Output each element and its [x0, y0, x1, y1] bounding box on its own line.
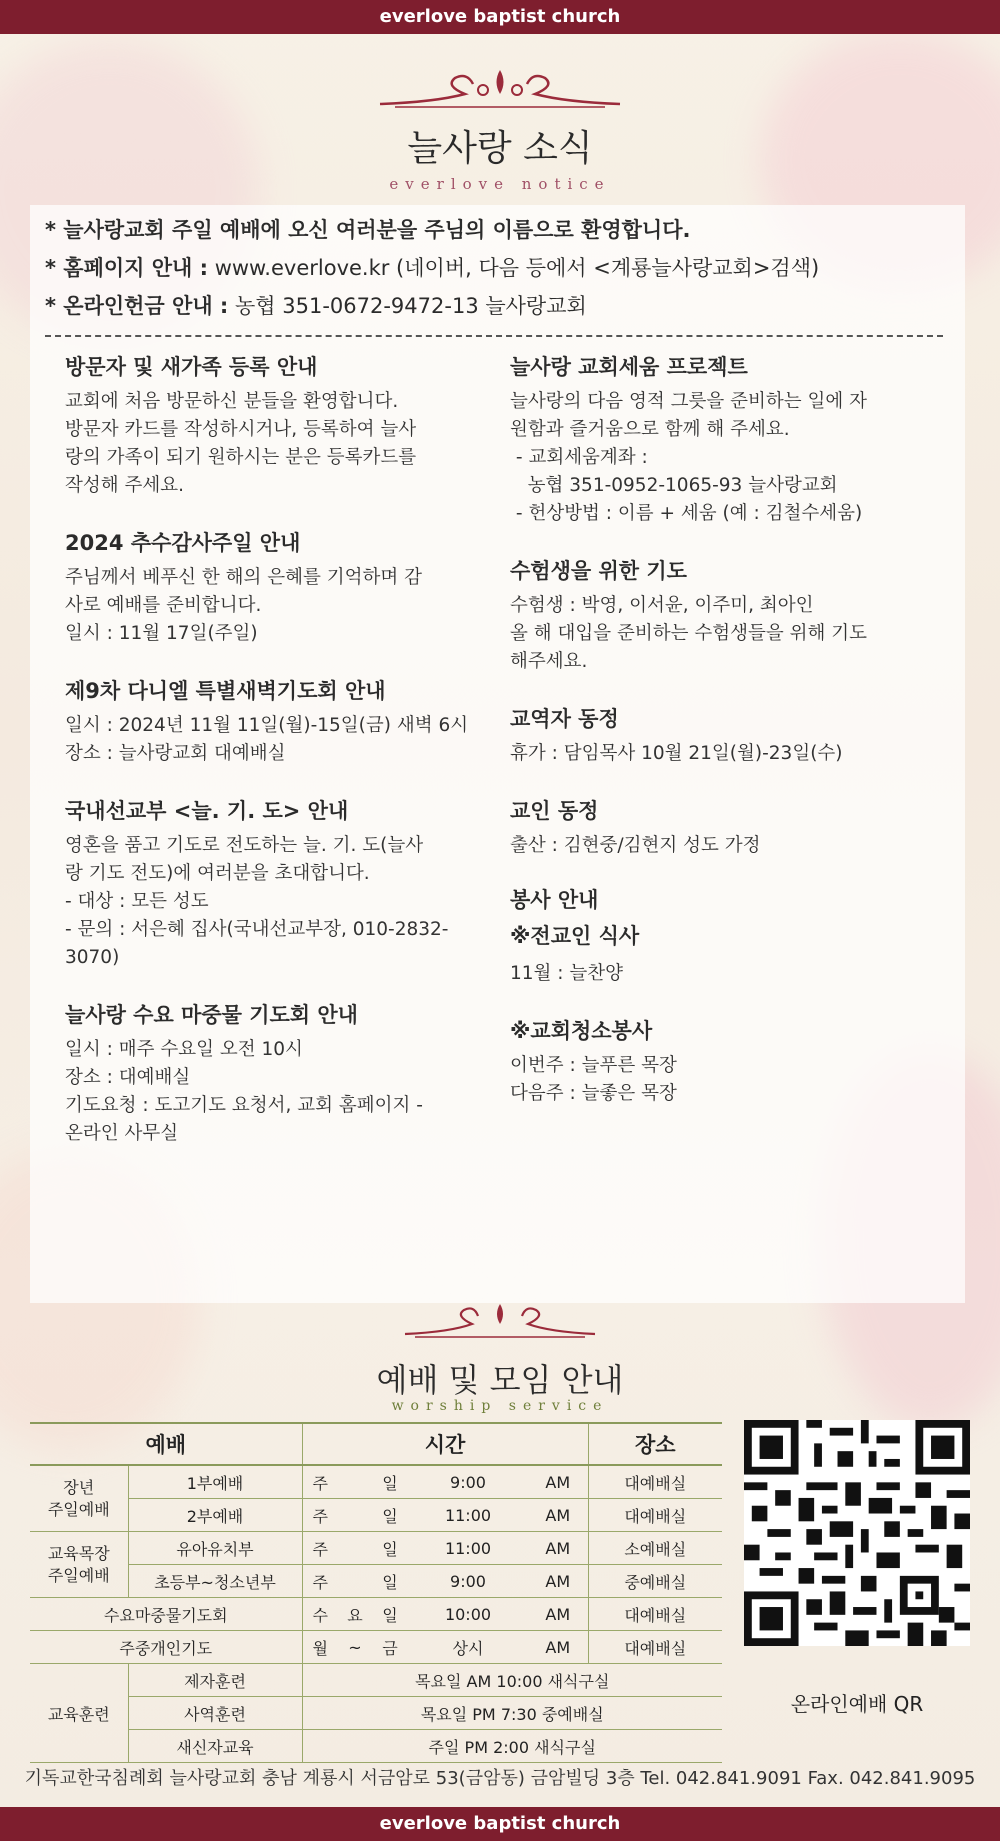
worship-title: 예배 및 모임 안내 [376, 1361, 624, 1399]
day-cell [338, 1532, 372, 1565]
table-row [30, 1730, 722, 1763]
training-info: 목요일 AM 10:00 새식구실 [302, 1664, 722, 1697]
table-row [30, 1697, 722, 1730]
notice-subtitle: everlove notice [389, 175, 611, 193]
header-place: 장소 [588, 1423, 722, 1465]
ampm-cell: AM [528, 1598, 588, 1631]
time-cell: 9:00 [408, 1565, 528, 1598]
day-cell: 주 [302, 1532, 338, 1565]
notice-section: 방문자 및 새가족 등록 안내 교회에 처음 방문하신 분들을 환영합니다. 방문자 카드를 작성하시거나, 등록하여 늘사 랑의 가족이 되기 원하시는 분은 등록카드를 작성해 주세요. [65, 355, 417, 496]
day-cell [338, 1465, 372, 1499]
footer-address: 기독교한국침례회 늘사랑교회 충남 계룡시 서금암로 53(금암동) 금암빌딩 3층 Tel. 042.841.9091 Fax. 042.841.9095 [24, 1768, 976, 1789]
service-name: 주중개인기도 [30, 1631, 302, 1664]
training-name: 새신자교육 [128, 1730, 302, 1763]
scroll-ornament-icon [400, 1300, 600, 1340]
day-cell [338, 1499, 372, 1532]
day-cell [338, 1565, 372, 1598]
notice-section: 국내선교부 <늘. 기. 도> 안내 영혼을 품고 기도로 전도하는 늘. 기. 도(늘사 랑 기도 전도)에 여러분을 초대합니다. - 대상 : 모든 성도 - 문의 : 서은혜 집사(국내선교부장, 010-2832- 3070) [65, 799, 449, 968]
day-cell: 일 [372, 1598, 408, 1631]
day-cell: 주 [302, 1565, 338, 1598]
group-label-adult: 장년 주일예배 [30, 1465, 128, 1532]
table-row [30, 1465, 722, 1499]
day-cell: 요 [338, 1598, 372, 1631]
notice-section: 늘사랑 수요 마중물 기도회 안내 일시 : 매주 수요일 오전 10시 장소 : 대예배실 기도요청 : 도고기도 요청서, 교회 홈페이지 - 온라인 사무실 [65, 1003, 423, 1144]
place-cell: 대예배실 [588, 1499, 722, 1532]
table-row [30, 1631, 722, 1664]
dashed-divider [45, 335, 943, 337]
notice-section: 수험생을 위한 기도 수험생 : 박영, 이서윤, 이주미, 최아인 올 해 대입을 준비하는 수험생들을 위해 기도 해주세요. [510, 559, 867, 672]
qr-label: 온라인예배 QR [790, 1692, 924, 1716]
intro-block [45, 215, 955, 329]
time-cell: 10:00 [408, 1598, 528, 1631]
training-info: 주일 PM 2:00 새식구실 [302, 1730, 722, 1763]
day-cell: ~ [338, 1631, 372, 1664]
notice-right-column [510, 352, 930, 1136]
table-row [30, 1499, 722, 1532]
notice-section: 봉사 안내 ※전교인 식사 11월 : 늘찬양 [510, 888, 640, 984]
top-church-band: everlove baptist church [0, 0, 1000, 34]
worship-subtitle: worship service [391, 1398, 609, 1414]
table-row [30, 1532, 722, 1565]
day-cell: 주 [302, 1499, 338, 1532]
qr-code-icon[interactable] [744, 1420, 970, 1646]
table-row [30, 1565, 722, 1598]
service-name: 2부예배 [128, 1499, 302, 1532]
notice-section: ※교회청소봉사 이번주 : 늘푸른 목장 다음주 : 늘좋은 목장 [510, 1019, 677, 1104]
time-cell: 9:00 [408, 1465, 528, 1499]
worship-schedule-table [30, 1422, 722, 1763]
place-cell: 대예배실 [588, 1631, 722, 1664]
day-cell: 일 [372, 1499, 408, 1532]
training-info: 목요일 PM 7:30 중예배실 [302, 1697, 722, 1730]
notice-left-column [65, 352, 485, 1176]
time-cell: 11:00 [408, 1532, 528, 1565]
notice-section: 늘사랑 교회세움 프로젝트 늘사랑의 다음 영적 그릇을 준비하는 일에 자 원함과 즐거움으로 함께 해 주세요. - 교회세움계좌 : 농협 351-0952-1065-93 늘사랑교회 - 헌상방법 : 이름 + 세움 (예 : 김철수세움) [510, 355, 867, 524]
online-offering-line: * 온라인헌금 안내 : 농협 351-0672-9472-13 늘사랑교회 [45, 294, 587, 318]
header-worship: 예배 [30, 1423, 302, 1465]
day-cell: 월 [302, 1631, 338, 1664]
training-name: 사역훈련 [128, 1697, 302, 1730]
place-cell: 소예배실 [588, 1532, 722, 1565]
ampm-cell: AM [528, 1565, 588, 1598]
group-label-edu: 교육목장 주일예배 [30, 1532, 128, 1598]
welcome-line: * 늘사랑교회 주일 예배에 오신 여러분을 주님의 이름으로 환영합니다. [45, 218, 691, 242]
header-time: 시간 [302, 1423, 588, 1465]
day-cell: 주 [302, 1465, 338, 1499]
notice-section: 교인 동정 출산 : 김현중/김현지 성도 가정 [510, 799, 761, 856]
table-row [30, 1664, 722, 1697]
place-cell: 대예배실 [588, 1465, 722, 1499]
place-cell: 대예배실 [588, 1598, 722, 1631]
time-cell: 11:00 [408, 1499, 528, 1532]
bottom-church-band: everlove baptist church [0, 1807, 1000, 1841]
homepage-line: * 홈페이지 안내 : www.everlove.kr (네이버, 다음 등에서 <계룡늘사랑교회>검색) [45, 256, 820, 280]
notice-section: 교역자 동정 휴가 : 담임목사 10월 21일(월)-23일(수) [510, 707, 843, 764]
service-name: 초등부~청소년부 [128, 1565, 302, 1598]
notice-section: 제9차 다니엘 특별새벽기도회 안내 일시 : 2024년 11월 11일(월)-15일(금) 새벽 6시 장소 : 늘사랑교회 대예배실 [65, 679, 469, 764]
day-cell: 일 [372, 1532, 408, 1565]
notice-section: 2024 추수감사주일 안내 주님께서 베푸신 한 해의 은혜를 기억하며 감 사로 예배를 준비합니다. 일시 : 11월 17일(주일) [65, 531, 422, 644]
table-row [30, 1598, 722, 1631]
scroll-ornament-icon [375, 64, 625, 112]
day-cell: 수 [302, 1598, 338, 1631]
place-cell: 중예배실 [588, 1565, 722, 1598]
ampm-cell: AM [528, 1532, 588, 1565]
ampm-cell: AM [528, 1631, 588, 1664]
service-name: 1부예배 [128, 1465, 302, 1499]
ampm-cell: AM [528, 1465, 588, 1499]
day-cell: 일 [372, 1465, 408, 1499]
training-name: 제자훈련 [128, 1664, 302, 1697]
ampm-cell: AM [528, 1499, 588, 1532]
service-name: 수요마중물기도회 [30, 1598, 302, 1631]
time-cell: 상시 [408, 1631, 528, 1664]
notice-title: 늘사랑 소식 [407, 128, 593, 169]
day-cell: 금 [372, 1631, 408, 1664]
service-name: 유아유치부 [128, 1532, 302, 1565]
day-cell: 일 [372, 1565, 408, 1598]
group-label-training: 교육훈련 [30, 1664, 128, 1763]
